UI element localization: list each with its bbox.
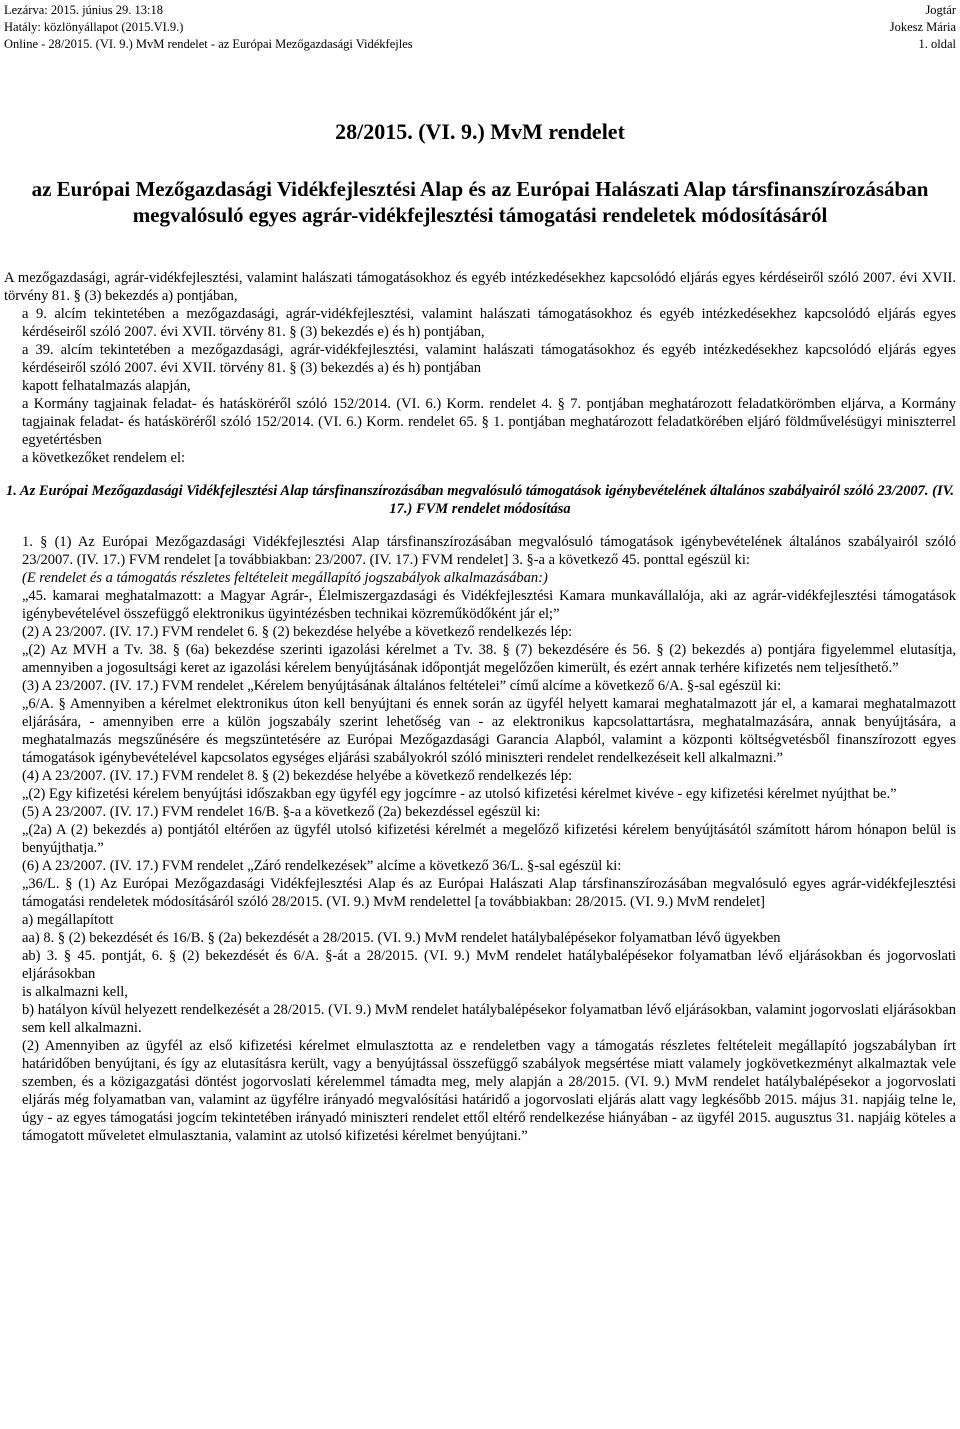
preamble-paragraph: kapott felhatalmazás alapján, <box>22 378 191 394</box>
preamble-paragraph: A mezőgazdasági, agrár-vidékfejlesztési, valamint halászati támogatásokhoz és egyéb intézkedésekhez kapcsolódó eljárás egyes kérdéseiről szóló 2007. évi XVII. törvény 81. § (3) bekezdés a) pontjában, <box>4 270 956 304</box>
header-left <box>4 2 413 53</box>
body-paragraph: (6) A 23/2007. (IV. 17.) FVM rendelet „Záró rendelkezések” alcíme a következő 36/L. §-sal egészül ki: <box>22 858 622 874</box>
body-paragraph: b) hatályon kívül helyezett rendelkezését a 28/2015. (VI. 9.) MvM rendelet hatálybalépésekor folyamatban lévő eljárásokban, valamint jogorvoslati eljárásokban sem kell alkalmazni. <box>22 1002 956 1036</box>
body-paragraph: „45. kamarai meghatalmazott: a Magyar Agrár-, Élelmiszergazdasági és Vidékfejlesztési Kamara munkavállalója, aki az agrár-vidékfejlesztési támogatások igénybevételével összefüggő elektronikus ügyintézésben technikai közreműködőként jár el;” <box>22 588 956 622</box>
body-paragraph: (4) A 23/2007. (IV. 17.) FVM rendelet 8. § (2) bekezdése helyébe a következő rendelkezés lép: <box>22 768 573 784</box>
body-paragraph: a) megállapított <box>22 912 114 928</box>
body-paragraph: „(2) Az MVH a Tv. 38. § (6a) bekezdése szerinti igazolási kérelmet a Tv. 38. § (7) bekezdésére és 56. § (2) bekezdés a) pontjára figyelemmel elutasítja, amennyiben a jogosultsági keret az igazolási kérelem benyújtásának időpontját megelőzően kimerült, és ezért annak terhére kifizetés nem teljesíthető.” <box>22 642 956 676</box>
section-title: 1. Az Európai Mezőgazdasági Vidékfejlesztési Alap társfinanszírozásában megvalósuló támogatások igénybevételének általános szabályairól szóló 23/2007. (IV. 17.) FVM rendelet módosítása <box>5 483 955 517</box>
preamble-paragraph: a 39. alcím tekintetében a mezőgazdasági, agrár-vidékfejlesztési, valamint halászati támogatásokhoz és egyéb intézkedésekhez kapcsolódó eljárás egyes kérdéseiről szóló 2007. évi XVII. törvény 81. § (3) bekezdés a) és h) pontjában <box>22 342 956 376</box>
body-paragraph: is alkalmazni kell, <box>22 984 128 1000</box>
body-paragraph: „6/A. § Amennyiben a kérelmet elektronikus úton kell benyújtani és ennek során az ügyfél helyett kamarai meghatalmazott jár el, a kamarai meghatalmazott eljárására, - amennyiben erre a külön jogszabály szerint lehetőség van - az elektronikus kapcsolattartásra, meghatalmazására, annak benyújtására, a meghatalmazás megszűnésére és megszüntetésére az Európai Mezőgazdasági Garancia Alapból, valamint a központi költségvetésből finanszírozott egyes támogatások igénybevételével kapcsolatos egységes eljárási szabályokról szóló miniszteri rendelet rendelkezéseit kell alkalmazni.” <box>22 696 956 766</box>
document-body <box>4 269 956 1145</box>
preamble-paragraph: a 9. alcím tekintetében a mezőgazdasági, agrár-vidékfejlesztési, valamint halászati támogatásokhoz és egyéb intézkedésekhez kapcsolódó eljárás egyes kérdéseiről szóló 2007. évi XVII. törvény 81. § (3) bekezdés e) és h) pontjában, <box>22 306 956 340</box>
document-title: 28/2015. (VI. 9.) MvM rendelet <box>335 119 625 144</box>
preamble-paragraph: a következőket rendelem el: <box>22 450 186 466</box>
body-paragraph: „(2) Egy kifizetési kérelem benyújtási időszakban egy ügyfél egy jogcímre - az utolsó kifizetési kérelmet kivéve - egy kifizetési kérelmet nyújthat be.” <box>22 786 897 802</box>
header-app-name: Jogtár <box>925 3 956 17</box>
body-paragraph: (2) A 23/2007. (IV. 17.) FVM rendelet 6. § (2) bekezdése helyébe a következő rendelkezés lép: <box>22 624 573 640</box>
body-paragraph: (2) Amennyiben az ügyfél az első kifizetési kérelmet elmulasztotta az e rendeletben vagy a támogatás részletes feltételeit megállapító jogszabályban írt határidőben benyújtani, és így az elutasításra került, vagy a benyújtással összefüggő szabályok megsértése miatt valamely jogkövetkezményt alkalmaztak vele szemben, és a közigazgatási döntést jogorvoslati kérelemmel támadta meg, mely alapján a 28/2015. (VI. 9.) MvM rendelet hatálybalépésekor a jogorvoslati eljárás még folyamatban van, valamint az ügyfélre irányadó megvalósítási határidő a jogorvoslati eljárás alatt vagy legkésőbb 2015. május 31. napjáig telne le, úgy - az egyes támogatási jogcím tekintetében irányadó miniszteri rendelet ettől eltérő rendelkezése hiányában - az ügyfél 2015. augusztus 31. napjáig köteles a támogatott műveletet elmulasztania, valamint az utolsó kifizetési kérelmet benyújtani.” <box>22 1038 956 1144</box>
body-paragraph: „(2a) A (2) bekezdés a) pontjától eltérően az ügyfél utolsó kifizetési kérelmét a megelőző kifizetési kérelem benyújtásától számított három hónapon belül is benyújthatja.” <box>22 822 956 856</box>
body-paragraph: (3) A 23/2007. (IV. 17.) FVM rendelet „Kérelem benyújtásának általános feltételei” című alcíme a következő 6/A. §-sal egészül ki: <box>22 678 782 694</box>
header-effect-state: Hatály: közlönyállapot (2015.VI.9.) <box>4 20 184 34</box>
preamble-paragraph: a Kormány tagjainak feladat- és hatásköréről szóló 152/2014. (VI. 6.) Korm. rendelet 4. § 7. pontjában meghatározott feladatkörömben eljárva, a Kormány tagjainak feladat- és hatásköréről szóló 152/2014. (VI. 6.) Korm. rendelet 65. § 1. pontjában meghatározott feladatkörében eljáró földművelésügyi miniszterrel egyetértésben <box>22 396 956 448</box>
body-paragraph: (E rendelet és a támogatás részletes feltételeit megállapító jogszabályok alkalmazásában:) <box>22 570 548 586</box>
body-paragraph: aa) 8. § (2) bekezdését és 16/B. § (2a) bekezdését a 28/2015. (VI. 9.) MvM rendelet hatálybalépésekor folyamatban lévő ügyekben <box>22 930 781 946</box>
body-paragraph: „36/L. § (1) Az Európai Mezőgazdasági Vidékfejlesztési Alap és az Európai Halászati Alap társfinanszírozásában megvalósuló egyes agrár-vidékfejlesztési támogatási rendeletek módosításáról szóló 28/2015. (VI. 9.) MvM rendelettel [a továbbiakban: 28/2015. (VI. 9.) MvM rendelet] <box>22 876 956 910</box>
header-right <box>890 2 956 53</box>
header-closed-date: Lezárva: 2015. június 29. 13:18 <box>4 3 163 17</box>
header-document-ref: Online - 28/2015. (VI. 9.) MvM rendelet - az Európai Mezőgazdasági Vidékfejles <box>4 37 413 51</box>
body-paragraph: ab) 3. § 45. pontját, 6. § (2) bekezdését és 6/A. §-át a 28/2015. (VI. 9.) MvM rendelet hatálybalépésekor folyamatban lévő eljárásokban és jogorvoslati eljárásokban <box>22 948 956 982</box>
body-paragraph: (5) A 23/2007. (IV. 17.) FVM rendelet 16/B. §-a a következő (2a) bekezdéssel egészül ki: <box>22 804 541 820</box>
document-subtitle: az Európai Mezőgazdasági Vidékfejlesztési Alap és az Európai Halászati Alap társfinanszírozásában megvalósuló egyes agrár-vidékfejlesztési támogatási rendeletek módosításáról <box>31 177 929 227</box>
header-user-name: Jokesz Mária <box>889 20 956 34</box>
body-paragraph: 1. § (1) Az Európai Mezőgazdasági Vidékfejlesztési Alap társfinanszírozásában megvalósuló támogatások igénybevételének általános szabályairól szóló 23/2007. (IV. 17.) FVM rendelet [a továbbiakban: 23/2007. (IV. 17.) FVM rendelet] 3. §-a a következő 45. ponttal egészül ki: <box>22 534 956 568</box>
header-page-number: 1. oldal <box>918 37 956 51</box>
